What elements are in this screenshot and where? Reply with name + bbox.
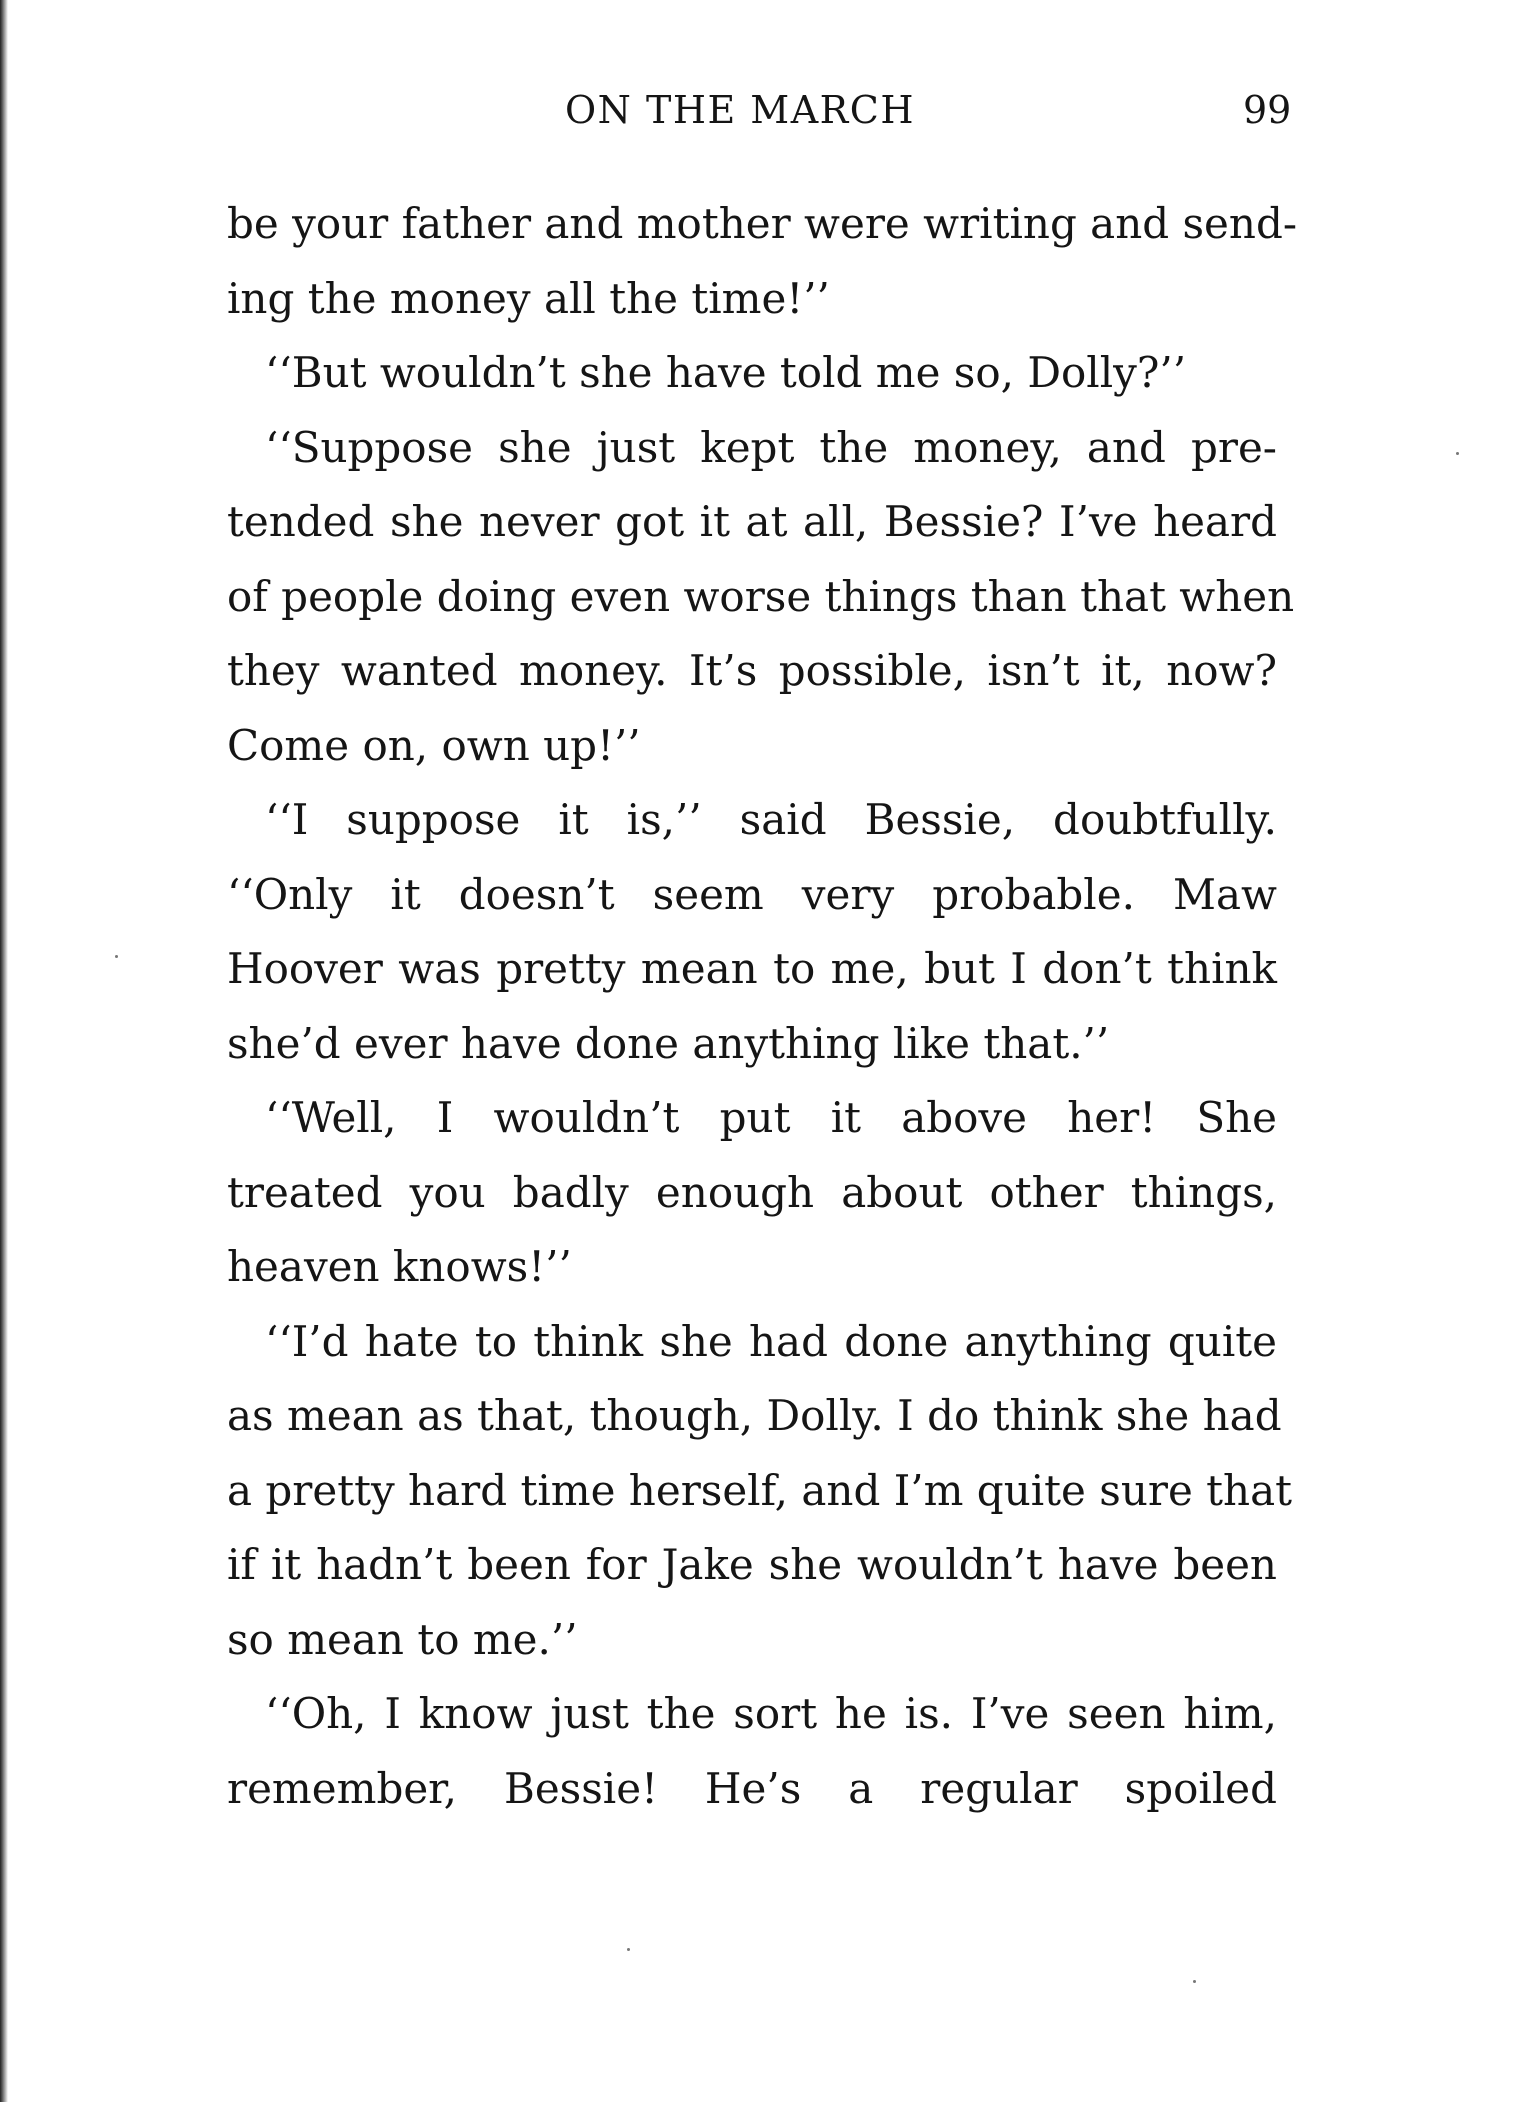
text-line: heaven knows!’’: [227, 1242, 572, 1291]
text-line: remember, Bessie! He’s a regular spoiled: [227, 1763, 1277, 1813]
text-line: ‘‘Oh, I know just the sort he is. I’ve seen him,: [265, 1689, 1277, 1738]
text-line: be your father and mother were writing and send-: [227, 199, 1298, 248]
text-line: she’d ever have done anything like that.’’: [227, 1018, 1110, 1068]
page-binding-edge: [0, 0, 12, 2102]
print-speck: [1456, 452, 1459, 455]
text-line: ‘‘I suppose it is,’’ said Bessie, doubtfully.: [265, 795, 1277, 844]
chapter-title: ON THE MARCH: [565, 88, 915, 132]
text-line: as mean as that, though, Dolly. I do think she had: [227, 1391, 1282, 1440]
text-line: ing the money all the time!’’: [227, 273, 830, 323]
running-head: [0, 88, 1526, 138]
text-line: a pretty hard time herself, and I’m quite sure that: [227, 1465, 1292, 1515]
print-speck: [1193, 1980, 1196, 1983]
print-speck: [627, 1948, 630, 1951]
body-text: [227, 187, 1298, 1826]
text-line: ‘‘Only it doesn’t seem very probable. Maw: [227, 869, 1277, 919]
text-line: ‘‘I’d hate to think she had done anything quite: [265, 1316, 1277, 1366]
text-line: ‘‘Suppose she just kept the money, and pre-: [265, 422, 1277, 472]
text-line: they wanted money. It’s possible, isn’t it, now?: [227, 646, 1277, 695]
text-line: ‘‘Well, I wouldn’t put it above her! She: [265, 1093, 1277, 1142]
text-line: if it hadn’t been for Jake she wouldn’t have been: [227, 1540, 1277, 1589]
text-line: Hoover was pretty mean to me, but I don’t think: [227, 944, 1277, 993]
text-line: tended she never got it at all, Bessie? I’ve heard: [227, 497, 1277, 546]
text-line: of people doing even worse things than that when: [227, 571, 1295, 621]
text-line: ‘‘But wouldn’t she have told me so, Dolly?’’: [265, 348, 1187, 397]
text-line: Come on, own up!’’: [227, 720, 641, 770]
page-number: 99: [1243, 88, 1292, 132]
text-line: so mean to me.’’: [227, 1614, 578, 1664]
text-line: treated you badly enough about other things,: [227, 1167, 1277, 1217]
print-speck: [115, 955, 118, 958]
